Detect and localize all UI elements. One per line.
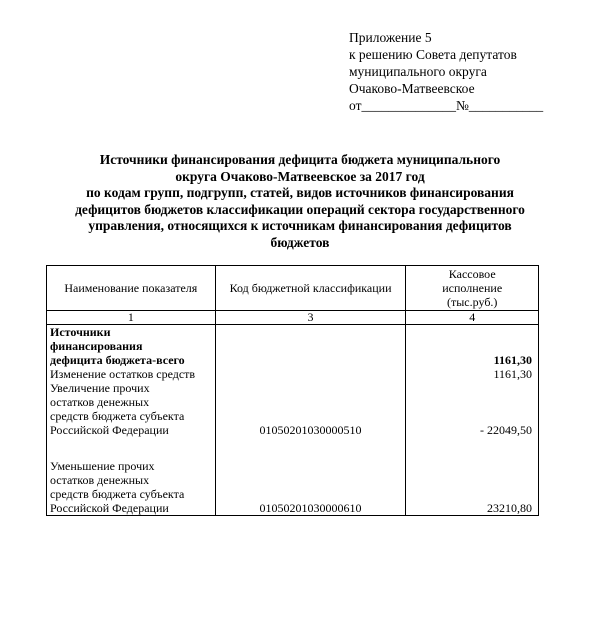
header-code: Код бюджетной классификации [215, 266, 406, 311]
title-line: округа Очаково-Матвеевское за 2017 год [175, 168, 425, 184]
header-execution-line: (тыс.руб.) [447, 295, 498, 309]
table-spacer-row [47, 437, 539, 459]
appendix-line: от______________№___________ [349, 98, 544, 113]
row-name-line: Источники [50, 325, 111, 339]
row-name-line: Изменение остатков средств [50, 367, 196, 381]
row-name-line: остатков денежных [50, 473, 150, 487]
row-name-line: Уменьшение прочих [50, 459, 155, 473]
row-name-line: остатков денежных [50, 395, 150, 409]
row-name-line: средств бюджета субъекта [50, 487, 185, 501]
title-line: дефицитов бюджетов классификации операций сектора государственного [75, 201, 525, 217]
table-header-row [47, 266, 539, 311]
row-name-line: Российской Федерации [50, 423, 169, 437]
row-name-line: дефицита бюджета-всего [50, 353, 185, 367]
row-value: - 22049,50 [406, 381, 539, 437]
spacer-cell [406, 437, 539, 459]
financing-sources-table [46, 265, 539, 516]
row-name [47, 367, 216, 381]
row-name-line: средств бюджета субъекта [50, 409, 185, 423]
row-value: 1161,30 [406, 367, 539, 381]
table-row [47, 459, 539, 516]
row-name [47, 459, 216, 516]
table-row [47, 381, 539, 437]
row-value: 1161,30 [406, 325, 539, 368]
document-title [40, 152, 560, 251]
column-number-row [47, 311, 539, 325]
table-row [47, 325, 539, 368]
appendix-line: муниципального округа [349, 64, 487, 79]
title-line: управления, относящихся к источникам финансирования дефицитов [88, 218, 512, 233]
spacer-cell [47, 437, 216, 459]
header-execution-line: исполнение [442, 281, 503, 295]
appendix-line: Очаково-Матвеевское [349, 81, 475, 96]
title-line: бюджетов [270, 234, 330, 250]
header-name: Наименование показателя [47, 266, 216, 311]
column-number: 4 [406, 311, 539, 325]
spacer-cell [215, 437, 406, 459]
row-name-line: финансирования [50, 339, 143, 353]
table-row [47, 367, 539, 381]
appendix-line: к решению Совета депутатов [349, 47, 517, 62]
row-name [47, 325, 216, 368]
appendix-line: Приложение 5 [349, 30, 432, 45]
column-number: 3 [215, 311, 406, 325]
header-execution-line: Кассовое [448, 267, 496, 281]
row-code: 01050201030000510 [215, 381, 406, 437]
title-line: по кодам групп, подгрупп, статей, видов источников финансирования [86, 185, 514, 200]
column-number: 1 [47, 311, 216, 325]
appendix-block [349, 29, 543, 114]
row-name [47, 381, 216, 437]
row-value: 23210,80 [406, 459, 539, 516]
row-name-line: Российской Федерации [50, 501, 169, 515]
title-line: Источники финансирования дефицита бюджета муниципального [99, 152, 501, 167]
row-code: 01050201030000610 [215, 459, 406, 516]
row-code [215, 367, 406, 381]
row-code [215, 325, 406, 368]
header-execution [406, 266, 539, 311]
row-name-line: Увеличение прочих [50, 381, 150, 395]
